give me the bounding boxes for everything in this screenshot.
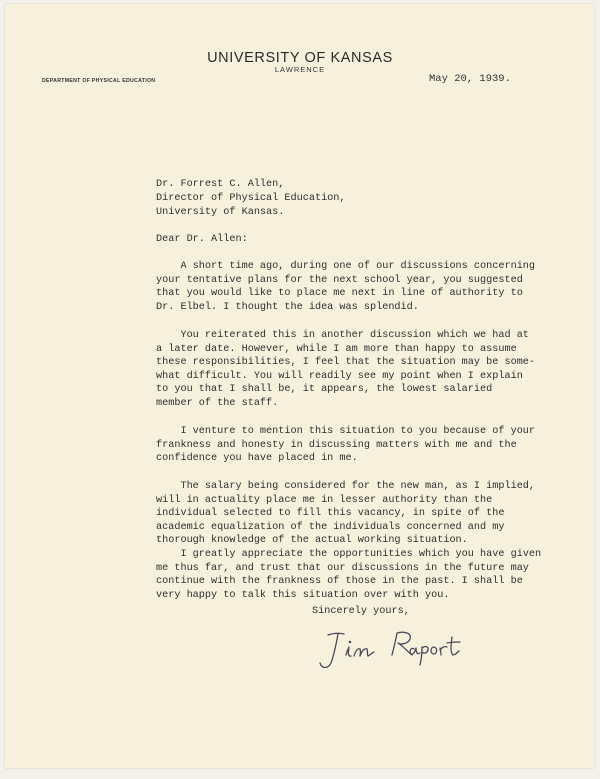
- letterhead-university-name: UNIVERSITY OF KANSAS: [207, 50, 393, 66]
- paragraph-1-line: that you would like to place me next in line of authority to: [156, 288, 523, 299]
- paragraph-4-line: The salary being considered for the new man, as I implied,: [156, 481, 536, 492]
- recipient-line: Director of Physical Education,: [156, 193, 346, 204]
- salutation: Dear Dr. Allen:: [156, 234, 248, 245]
- paragraph-4-line: will in actuality place me in lesser authority than the: [156, 495, 493, 506]
- paragraph-2-line: what difficult. You will readily see my point when I explain: [156, 371, 523, 382]
- paragraph-3-line: frankness and honesty in discussing matters with me and the: [156, 440, 517, 451]
- letter-date: May 20, 1939.: [429, 73, 511, 85]
- paragraph-3-line: confidence you have placed in me.: [156, 453, 358, 464]
- paragraph-2-line: to you that I shall be, it appears, the lowest salaried: [156, 384, 493, 395]
- paragraph-2-line: a later date. However, while I am more than happy to assume: [156, 344, 517, 355]
- paragraph-5-line: very happy to talk this situation over with you.: [156, 590, 450, 601]
- paragraph-5-line: I greatly appreciate the opportunities which you have given: [156, 549, 542, 560]
- paragraph-4-line: academic equalization of the individuals concerned and my: [156, 522, 505, 533]
- letterhead-department: DEPARTMENT OF PHYSICAL EDUCATION: [42, 78, 156, 84]
- paragraph-4-line: individual selected to fill this vacancy, in spite of the: [156, 508, 505, 519]
- paragraph-5-line: me thus far, and trust that our discussions in the future may: [156, 563, 529, 574]
- letterhead-city: LAWRENCE: [274, 65, 326, 74]
- paragraph-2-line: member of the staff.: [156, 398, 279, 409]
- paragraph-1-line: your tentative plans for the next school year, you suggested: [156, 275, 523, 286]
- paragraph-3-line: I venture to mention this situation to you because of your: [156, 426, 536, 437]
- paragraph-1-line: A short time ago, during one of our discussions concerning: [156, 261, 536, 272]
- paragraph-1-line: Dr. Elbel. I thought the idea was splendid.: [156, 302, 419, 313]
- closing: Sincerely yours,: [312, 606, 410, 617]
- paragraph-4-line: thorough knowledge of the actual working situation.: [156, 535, 468, 546]
- handwritten-signature: [314, 625, 484, 675]
- paragraph-5-line: continue with the frankness of those in the past. I shall be: [156, 576, 523, 587]
- paragraph-2-line: these responsibilities, I feel that the situation may be some-: [156, 357, 536, 368]
- recipient-line: University of Kansas.: [156, 207, 285, 218]
- paragraph-2-line: You reiterated this in another discussion which we had at: [156, 330, 529, 341]
- recipient-line: Dr. Forrest C. Allen,: [156, 179, 285, 190]
